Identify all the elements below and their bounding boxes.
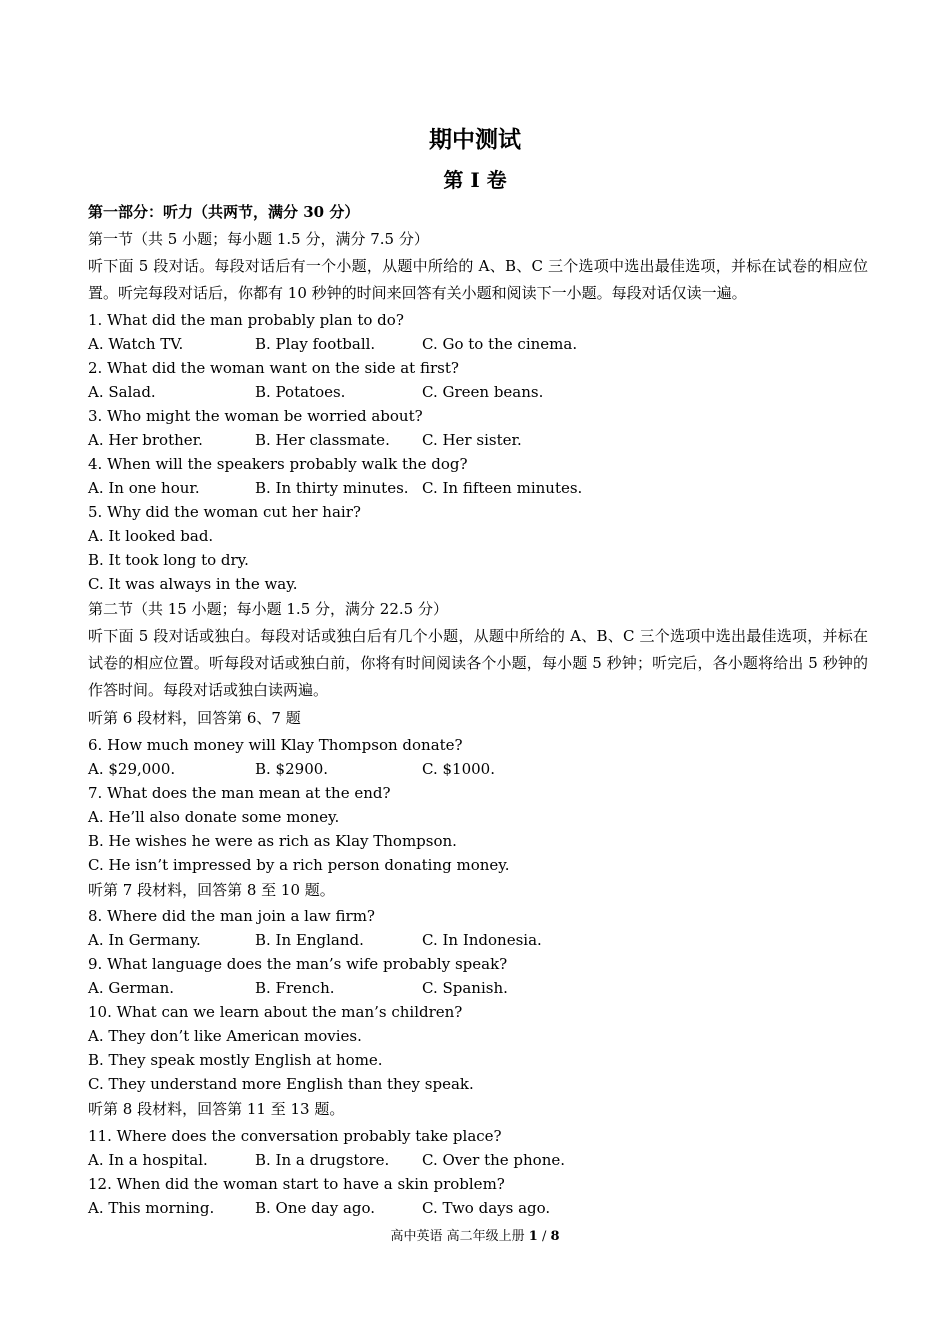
material7-heading: 听第 7 段材料，回答第 8 至 10 题。 <box>88 881 335 899</box>
option-5b: B. It took long to dry. <box>88 551 249 569</box>
option-3a: A. Her brother. <box>88 431 203 449</box>
option-1a: A. Watch TV. <box>88 335 184 353</box>
option-1b: B. Play football. <box>255 335 376 353</box>
question-stem-9: 9. What language does the man’s wife probably speak? <box>88 955 508 973</box>
option-11b: B. In a drugstore. <box>255 1151 390 1169</box>
question-stem-8: 8. Where did the man join a law firm? <box>88 907 375 925</box>
footer-separator: / <box>541 1229 547 1244</box>
section2-heading: 第二节（共 15 小题；每小题 1.5 分，满分 22.5 分） <box>88 600 448 618</box>
material6-heading: 听第 6 段材料，回答第 6、7 题 <box>88 709 301 727</box>
option-7b: B. He wishes he were as rich as Klay Thompson. <box>88 832 457 850</box>
option-10a: A. They don’t like American movies. <box>88 1027 362 1045</box>
question-stem-7: 7. What does the man mean at the end? <box>88 784 391 802</box>
question-stem-10: 10. What can we learn about the man’s children? <box>88 1003 463 1021</box>
option-10b: B. They speak mostly English at home. <box>88 1051 383 1069</box>
option-6b: B. $2900. <box>255 760 329 778</box>
footer-total-pages: 8 <box>550 1229 560 1244</box>
question-stem-3: 3. Who might the woman be worried about? <box>88 407 423 425</box>
option-12b: B. One day ago. <box>255 1199 376 1217</box>
option-2a: A. Salad. <box>88 383 156 401</box>
part1-heading: 第一部分：听力（共两节，满分 30 分） <box>88 203 360 221</box>
question-stem-12: 12. When did the woman start to have a skin problem? <box>88 1175 505 1193</box>
option-8b: B. In England. <box>255 931 364 949</box>
question-stem-1: 1. What did the man probably plan to do? <box>88 311 404 329</box>
option-5c: C. It was always in the way. <box>88 575 298 593</box>
question-stem-6: 6. How much money will Klay Thompson donate? <box>88 736 463 754</box>
option-5a: A. It looked bad. <box>88 527 214 545</box>
footer-course: 高中英语 <box>390 1229 443 1244</box>
option-4c: C. In fifteen minutes. <box>422 479 583 497</box>
option-4a: A. In one hour. <box>88 479 200 497</box>
option-4b: B. In thirty minutes. <box>255 479 409 497</box>
material8-heading: 听第 8 段材料，回答第 11 至 13 题。 <box>88 1100 345 1118</box>
page-subtitle: 第 I 卷 <box>443 168 507 192</box>
option-3c: C. Her sister. <box>422 431 522 449</box>
option-8c: C. In Indonesia. <box>422 931 542 949</box>
option-12c: C. Two days ago. <box>422 1199 551 1217</box>
footer-grade: 高二年级上册 <box>446 1229 525 1244</box>
option-11a: A. In a hospital. <box>88 1151 208 1169</box>
question-stem-11: 11. Where does the conversation probably take place? <box>88 1127 502 1145</box>
section1-instructions: 听下面 5 段对话。每段对话后有一个小题，从题中所给的 A、B、C 三个选项中选出最佳选项，并标在试卷的相应位置。听完每段对话后，你都有 10 秒钟的时间来回答有关小题和阅读下一小题。每段对话仅读一遍。 <box>88 257 868 302</box>
option-8a: A. In Germany. <box>88 931 201 949</box>
option-9a: A. German. <box>88 979 174 997</box>
section2-instructions: 听下面 5 段对话或独白。每段对话或独白后有几个小题，从题中所给的 A、B、C 三个选项中选出最佳选项，并标在试卷的相应位置。听每段对话或独白前，你将有时间阅读各个小题，每小题 5 秒钟；听完后，各小题将给出 5 秒钟的作答时间。每段对话或独白读两遍。 <box>88 627 868 699</box>
option-7a: A. He’ll also donate some money. <box>88 808 340 826</box>
page-title: 期中测试 <box>429 126 521 153</box>
option-6c: C. $1000. <box>422 760 495 778</box>
question-stem-4: 4. When will the speakers probably walk the dog? <box>88 455 468 473</box>
option-9b: B. French. <box>255 979 335 997</box>
option-6a: A. $29,000. <box>88 760 176 778</box>
section1-heading: 第一节（共 5 小题；每小题 1.5 分，满分 7.5 分） <box>88 230 429 248</box>
question-stem-5: 5. Why did the woman cut her hair? <box>88 503 361 521</box>
footer-page-number: 1 <box>528 1229 538 1244</box>
option-10c: C. They understand more English than they speak. <box>88 1075 474 1093</box>
option-3b: B. Her classmate. <box>255 431 390 449</box>
option-2b: B. Potatoes. <box>255 383 346 401</box>
option-1c: C. Go to the cinema. <box>422 335 578 353</box>
option-7c: C. He isn’t impressed by a rich person donating money. <box>88 856 510 874</box>
page-footer <box>0 1228 950 1246</box>
option-2c: C. Green beans. <box>422 383 544 401</box>
option-9c: C. Spanish. <box>422 979 508 997</box>
option-11c: C. Over the phone. <box>422 1151 565 1169</box>
option-12a: A. This morning. <box>88 1199 215 1217</box>
question-stem-2: 2. What did the woman want on the side at first? <box>88 359 459 377</box>
